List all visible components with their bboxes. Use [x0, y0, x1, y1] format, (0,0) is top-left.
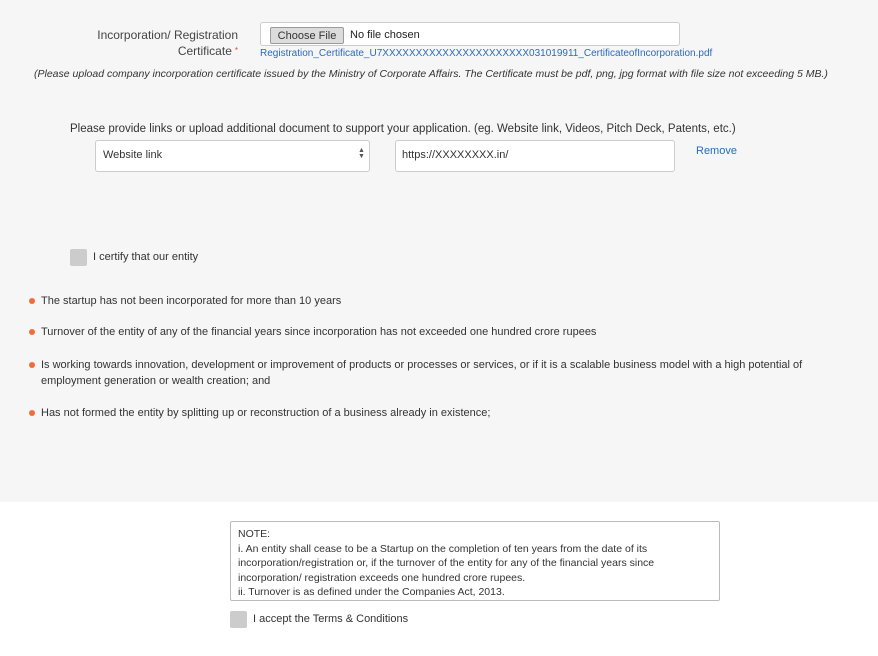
select-updown-arrows-icon: ▲ ▼: [358, 147, 365, 160]
link-type-select-value: Website link: [103, 149, 163, 161]
certificate-label-line1: Incorporation/ Registration: [97, 28, 238, 42]
no-file-chosen-text: No file chosen: [350, 29, 420, 41]
terms-checkbox[interactable]: [230, 611, 247, 628]
note-line: i. An entity shall cease to be a Startup on the completion of ten years from the date of its: [238, 542, 648, 555]
certificate-label-line2: [60, 43, 238, 59]
supporting-links-prompt: Please provide links or upload additional document to support your application. (eg. Website link, Videos, Pitch Deck, Patents, etc.): [70, 123, 736, 135]
certificate-label: [60, 27, 238, 59]
bullet-dot: [29, 362, 35, 368]
certify-item-2: Turnover of the entity of any of the financial years since incorporation has not exceeded one hundred crore rupees: [41, 326, 597, 338]
remove-link-button[interactable]: Remove: [696, 145, 737, 157]
required-marker: *: [234, 46, 238, 55]
bullet-dot: [29, 410, 35, 416]
note-textarea[interactable]: [230, 521, 720, 601]
certify-item-1: The startup has not been incorporated for more than 10 years: [41, 295, 342, 307]
terms-label: I accept the Terms & Conditions: [253, 613, 409, 625]
uploaded-certificate-link[interactable]: Registration_Certificate_U7XXXXXXXXXXXXXXXXXXXXXX031019911_CertificateofIncorporation.pdf: [260, 48, 713, 59]
bullet-dot: [29, 329, 35, 335]
note-line: ii. Turnover is as defined under the Companies Act, 2013.: [238, 586, 505, 598]
certificate-helper-text: (Please upload company incorporation certificate issued by the Ministry of Corporate Affairs. The Certificate must be pdf, png, jpg format with file size not exceeding 5 MB.): [34, 68, 828, 80]
certificate-label-text: Certificate: [177, 44, 232, 58]
bullet-dot: [29, 298, 35, 304]
note-line: incorporation/ registration exceeds one hundred crore rupees.: [238, 571, 526, 584]
note-line: NOTE:: [238, 528, 271, 540]
certify-label: I certify that our entity: [93, 251, 199, 263]
certify-item-4: Has not formed the entity by splitting up or reconstruction of a business already in existence;: [41, 407, 491, 419]
note-line: incorporation/registration or, if the turnover of the entity for any of the financial years since: [238, 557, 655, 569]
link-url-value: https://XXXXXXXX.in/: [402, 149, 509, 161]
certify-checkbox[interactable]: [70, 249, 87, 266]
certify-item-3: Is working towards innovation, development or improvement of products or processes or services, or if it is a scalable business model with a high potential of employment generation or wealth creation; and: [41, 359, 803, 387]
choose-file-button[interactable]: Choose File: [270, 27, 344, 44]
